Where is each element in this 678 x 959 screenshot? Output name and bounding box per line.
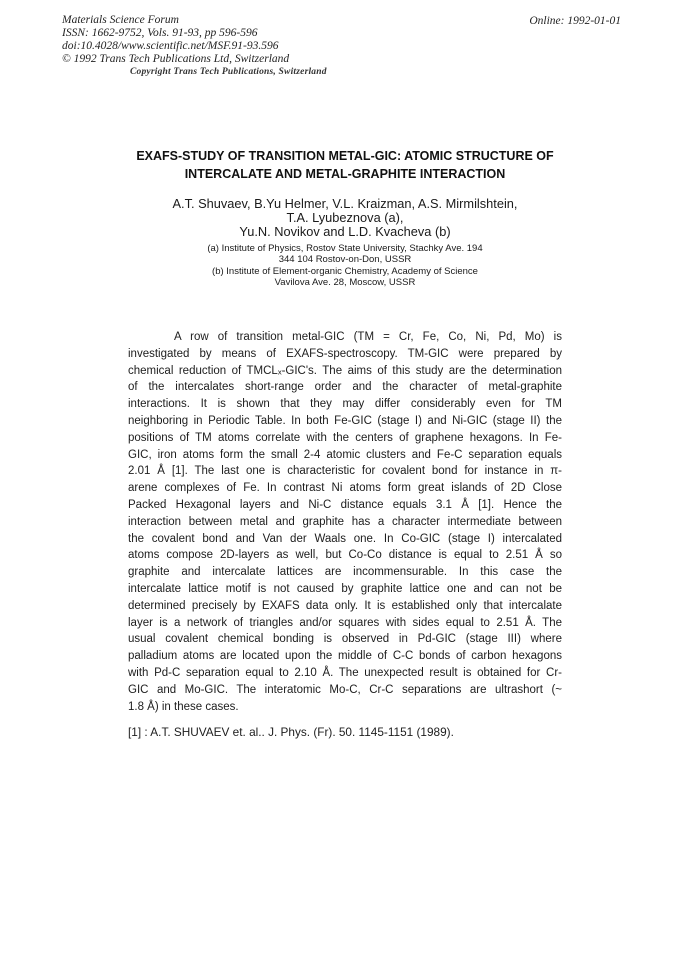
abstract-line: layer is a network of triangles and/or squares with sides equal to 2.51 Å. The	[128, 616, 562, 629]
affiliation-line: (a) Institute of Physics, Rostov State University, Stachky Ave. 194	[207, 243, 483, 254]
abstract	[128, 329, 562, 715]
authors-block	[110, 197, 580, 238]
affiliation-line: (b) Institute of Element-organic Chemistry, Academy of Science	[212, 265, 478, 277]
abstract-line: interactions. It is shown that they may differ considerably even for TM	[128, 398, 562, 411]
abstract-line: A row of transition metal-GIC (TM = Cr, Fe, Co, Ni, Pd, Mo) is	[174, 331, 562, 343]
abstract-line: determined precisely by EXAFS data only. It is established only that intercalate	[128, 599, 562, 612]
issn-line: ISSN: 1662-9752, Vols. 91-93, pp 596-596	[62, 27, 258, 39]
abstract-line: with Pd-C separation equal to 2.10 Å. The unexpected result is obtained for Cr-	[128, 666, 562, 679]
journal-header	[62, 14, 327, 79]
abstract-line: of the intercalates short-range order and the character of metal-graphite	[128, 381, 562, 394]
abstract-line: usual covalent chemical bonding is observed in Pd-GIC (stage III) where	[128, 633, 562, 646]
abstract-line: atoms compose 2D-layers as well, but Co-Co distance is equal to 2.51 Å so	[128, 549, 562, 562]
abstract-line: neighboring in Periodic Table. In both Fe-GIC (stage I) and Ni-GIC (stage II) the	[128, 414, 562, 427]
abstract-line: Packed Hexagonal layers and Ni-C distance equals 3.1 Å [1]. Hence the	[128, 498, 562, 511]
abstract-line: 2.01 Å [1]. The last one is characteristic for covalent bond for instance in π-	[128, 465, 562, 478]
doi-line: doi:10.4028/www.scientific.net/MSF.91-93.596	[62, 40, 279, 52]
abstract-line: GIC and Mo-GIC. The interatomic Mo-C, Cr-C separations are ultrashort (~	[128, 683, 562, 696]
abstract-line: GIC, iron atoms form the small 2-4 atomic clusters and Fe-C separation equals	[128, 448, 562, 461]
abstract-line: intercalate lattice motif is not caused by graphite lattice one and can not be	[128, 582, 562, 595]
paper-title-line-1: EXAFS-STUDY OF TRANSITION METAL-GIC: ATOMIC STRUCTURE OF	[136, 149, 554, 163]
journal-title: Materials Science Forum	[62, 14, 179, 26]
paper-title	[128, 148, 562, 183]
abstract-line: chemical reduction of TMCLₓ-GIC's. The aims of this study are the determination	[128, 364, 562, 377]
affiliations-block	[110, 243, 580, 288]
abstract-line: graphite and intercalate lattices are incommensurable. In this case the	[128, 566, 562, 579]
online-date: Online: 1992-01-01	[529, 15, 621, 27]
abstract-line: interaction between metal and graphite has a character intermediate between	[128, 515, 562, 528]
author-line: Yu.N. Novikov and L.D. Kvacheva (b)	[239, 223, 451, 239]
affiliation-line: Vavilova Ave. 28, Moscow, USSR	[274, 276, 416, 288]
abstract-line: 1.8 Å) in these cases.	[128, 700, 239, 713]
author-line: T.A. Lyubeznova (a),	[286, 209, 404, 225]
copyright-line: © 1992 Trans Tech Publications Ltd, Switzerland	[62, 53, 290, 65]
reference-entry: [1] : A.T. SHUVAEV et. al.. J. Phys. (Fr). 50. 1145-1151 (1989).	[128, 725, 454, 739]
affiliation-line: 344 104 Rostov-on-Don, USSR	[278, 254, 412, 266]
abstract-line: arene complexes of Fe. In contrast Ni atoms form great islands of 2D Close	[128, 482, 562, 495]
abstract-line: positions of TM atoms correlate with the centers of graphene hexagons. In Fe-	[128, 431, 562, 444]
abstract-line: investigated by means of EXAFS-spectroscopy. TM-GIC were prepared by	[128, 347, 562, 360]
abstract-line: palladium atoms are located upon the middle of C-C bonds of carbon hexagons	[128, 650, 562, 663]
copyright-note: Copyright Trans Tech Publications, Switzerland	[130, 67, 327, 77]
abstract-line: the covalent bond and Van der Waals one. In Co-GIC (stage I) intercalated	[128, 532, 562, 545]
author-line: A.T. Shuvaev, B.Yu Helmer, V.L. Kraizman, A.S. Mirmilshtein,	[172, 196, 518, 211]
paper-title-line-2: INTERCALATE AND METAL-GRAPHITE INTERACTION	[184, 166, 506, 181]
